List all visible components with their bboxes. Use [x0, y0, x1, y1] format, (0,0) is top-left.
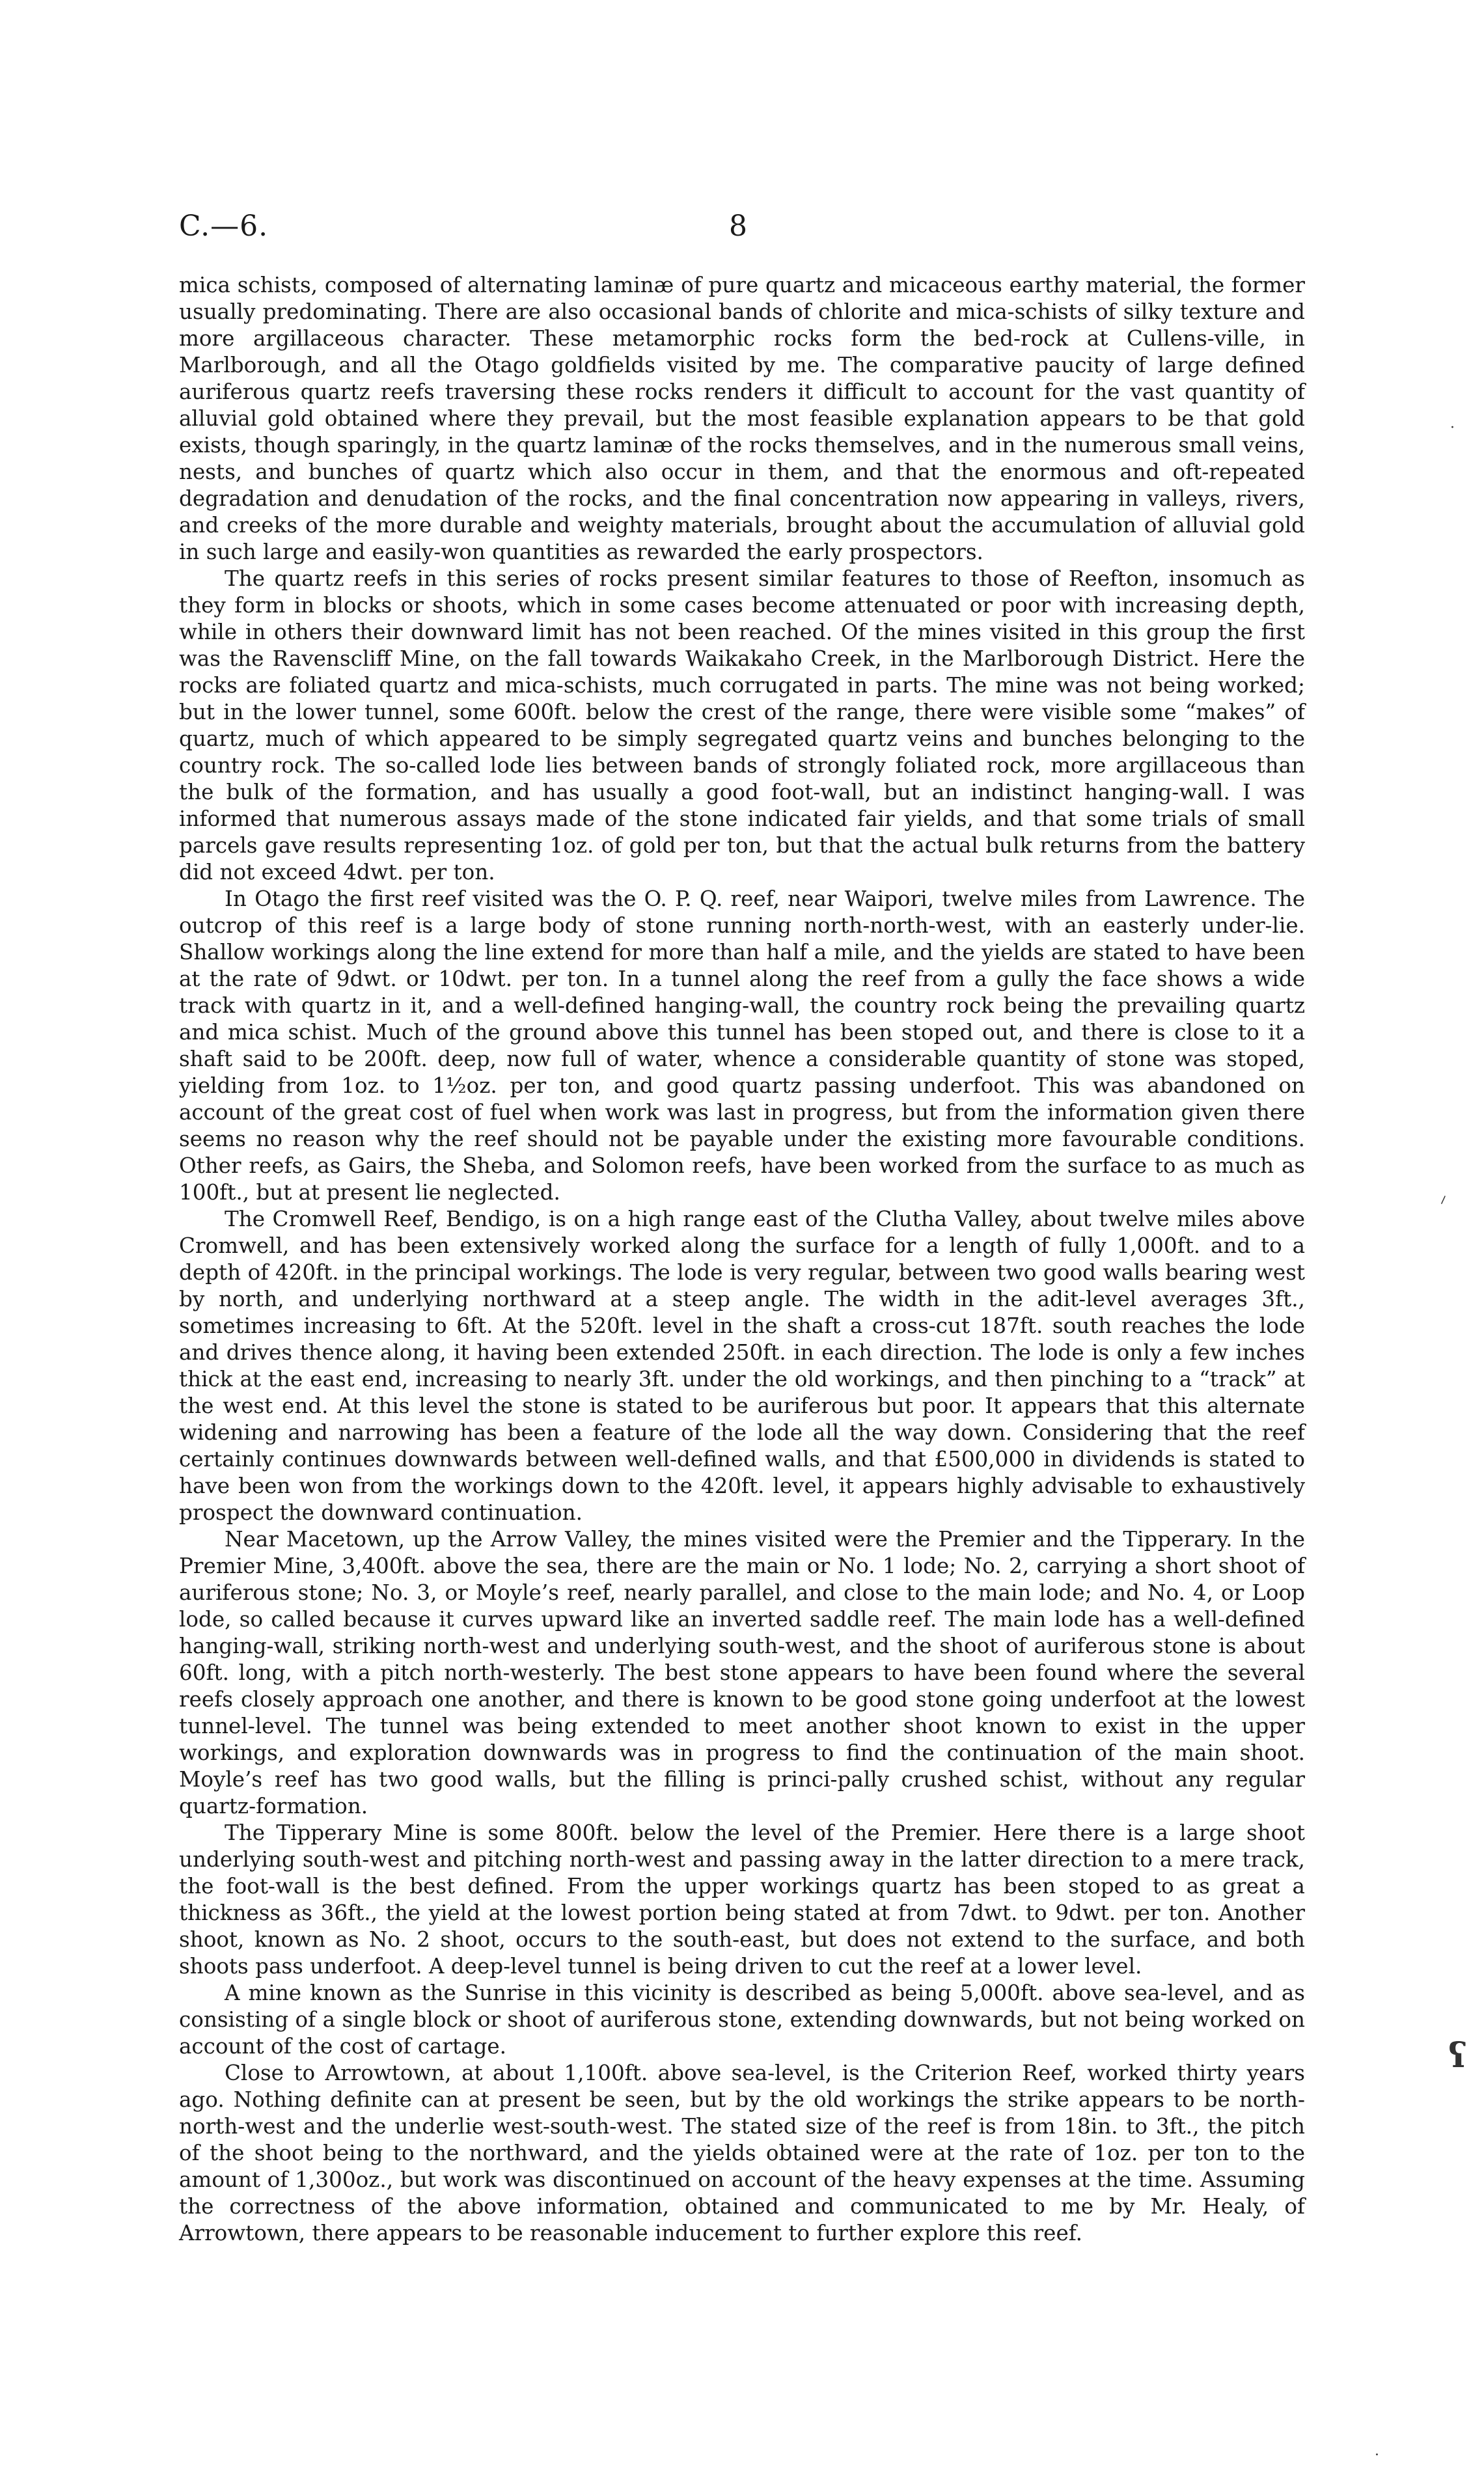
margin-bracket-mark: ʕ	[1448, 2036, 1467, 2076]
paragraph-tipperary-mine: The Tipperary Mine is some 800ft. below the level of the Premier. Here there is a large shoot underlying south-west and pitching north-west and passing away in the latter direction to a mere track, the foot-wall is the best defined. From the upper workings quartz has been stoped to as great a thickness as 36ft., the yield at the lowest portion being stated at from 7dwt. to 9dwt. per ton. Another shoot, known as No. 2 shoot, occurs to the south-east, but does not extend to the surface, and both shoots pass underfoot. A deep-level tunnel is being driven to cut the reef at a lower level.	[179, 1820, 1305, 1979]
paragraph-cromwell-reef: The Cromwell Reef, Bendigo, is on a high range east of the Clutha Valley, about twelve miles above Cromwell, and has been extensively worked along the surface for a length of fully 1,000ft. and to a depth of 420ft. in the principal workings. The lode is very regular, between two good walls bearing west by north, and underlying northward at a steep angle. The width in the adit-level averages 3ft., sometimes increasing to 6ft. At the 520ft. level in the shaft a cross-cut 187ft. south reaches the lode and drives thence along, it having been extended 250ft. in each direction. The lode is only a few inches thick at the east end, increasing to nearly 3ft. under the old workings, and then pinching to a “track” at the west end. At this level the stone is stated to be auriferous but poor. It appears that this alternate widening and narrowing has been a feature of the lode all the way down. Considering that the reef certainly continues downwards between well-defined walls, and that £500,000 in dividends is stated to have been won from the workings down to the 420ft. level, it appears highly advisable to exhaustively prospect the downward continuation.	[179, 1207, 1305, 1525]
page-number: 8	[729, 210, 747, 243]
paragraph-criterion-reef: Close to Arrowtown, at about 1,100ft. above sea-level, is the Criterion Reef, worked thirty years ago. Nothing definite can at present be seen, but by the old workings the strike appears to be north-north-west and the underlie west-south-west. The stated size of the reef is from 18in. to 3ft., the pitch of the shoot being to the northward, and the yields obtained were at the rate of 1oz. per ton to the amount of 1,300oz., but work was discontinued on account of the heavy expenses at the time. Assuming the correctness of the above information, obtained and communicated to me by Mr. Healy, of Arrowtown, there appears to be reasonable inducement to further explore this reef.	[179, 2061, 1305, 2245]
document-reference: C.—6.	[179, 210, 269, 243]
page-header	[179, 210, 1305, 249]
margin-speck: ⸝	[1433, 1184, 1450, 1208]
paragraph-premier-mine: Near Macetown, up the Arrow Valley, the mines visited were the Premier and the Tipperary. In the Premier Mine, 3,400ft. above the sea, there are the main or No. 1 lode; No. 2, carrying a short shoot of auriferous stone; No. 3, or Moyle’s reef, nearly parallel, and close to the main lode; and No. 4, or Loop lode, so called because it curves upward like an inverted saddle reef. The main lode has a well-defined hanging-wall, striking north-west and underlying south-west, and the shoot of auriferous stone is about 60ft. long, with a pitch north-westerly. The best stone appears to have been found where the several reefs closely approach one another, and there is known to be good stone going underfoot at the lowest tunnel-level. The tunnel was being extended to meet another shoot known to exist in the upper workings, and exploration downwards was in progress to find the continuation of the main shoot. Moyle’s reef has two good walls, but the filling is princi-pally crushed schist, without any regular quartz-formation.	[179, 1527, 1305, 1818]
paragraph-sunrise-mine: A mine known as the Sunrise in this vicinity is described as being 5,000ft. above sea-level, and as consisting of a single block or shoot of auriferous stone, extending downwards, but not being worked on account of the cost of cartage.	[179, 1981, 1305, 2059]
paragraph-opq-reef: In Otago the first reef visited was the O. P. Q. reef, near Waipori, twelve miles from Lawrence. The outcrop of this reef is a large body of stone running north-north-west, with an easterly under-lie. Shallow workings along the line extend for more than half a mile, and the yields are stated to have been at the rate of 9dwt. or 10dwt. per ton. In a tunnel along the reef from a gully the face shows a wide track with quartz in it, and a well-defined hanging-wall, the country rock being the prevailing quartz and mica schist. Much of the ground above this tunnel has been stoped out, and there is close to it a shaft said to be 200ft. deep, now full of water, whence a considerable quantity of stone was stoped, yielding from 1oz. to 1½oz. per ton, and good quartz passing underfoot. This was abandoned on account of the great cost of fuel when work was last in progress, but from the information given there seems no reason why the reef should not be payable under the existing more favourable conditions. Other reefs, as Gairs, the Sheba, and Solomon reefs, have been worked from the surface to as much as 100ft., but at present lie neglected.	[179, 886, 1305, 1205]
body-text	[179, 272, 1305, 2247]
margin-speck: ·	[1375, 2447, 1379, 2463]
paragraph-continued: mica schists, composed of alternating laminæ of pure quartz and micaceous earthy material, the former usually predominating. There are also occasional bands of chlorite and mica-schists of silky texture and more argillaceous character. These metamorphic rocks form the bed-rock at Cullens-ville, in Marlborough, and all the Otago goldfields visited by me. The comparative paucity of large defined auriferous quartz reefs traversing these rocks renders it difficult to account for the vast quantity of alluvial gold obtained where they prevail, but the most feasible explanation appears to be that gold exists, though sparingly, in the quartz laminæ of the rocks themselves, and in the numerous small veins, nests, and bunches of quartz which also occur in them, and that the enormous and oft-repeated degradation and denudation of the rocks, and the final concentration now appearing in valleys, rivers, and creeks of the more durable and weighty materials, brought about the accumulation of alluvial gold in such large and easily-won quantities as rewarded the early prospectors.	[179, 273, 1305, 564]
paragraph-ravenscliff-mine: The quartz reefs in this series of rocks present similar features to those of Reefton, insomuch as they form in blocks or shoots, which in some cases become attenuated or poor with increasing depth, while in others their downward limit has not been reached. Of the mines visited in this group the first was the Ravenscliff Mine, on the fall towards Waikakaho Creek, in the Marlborough District. Here the rocks are foliated quartz and mica-schists, much corrugated in parts. The mine was not being worked; but in the lower tunnel, some 600ft. below the crest of the range, there were visible some “makes” of quartz, much of which appeared to be simply segregated quartz veins and bunches belonging to the country rock. The so-called lode lies between bands of strongly foliated rock, more argillaceous than the bulk of the formation, and has usually a good foot-wall, but an indistinct hanging-wall. I was informed that numerous assays made of the stone indicated fair yields, and that some trials of small parcels gave results representing 1oz. of gold per ton, but that the actual bulk returns from the battery did not exceed 4dwt. per ton.	[179, 566, 1305, 885]
margin-speck: ·	[1450, 420, 1455, 436]
